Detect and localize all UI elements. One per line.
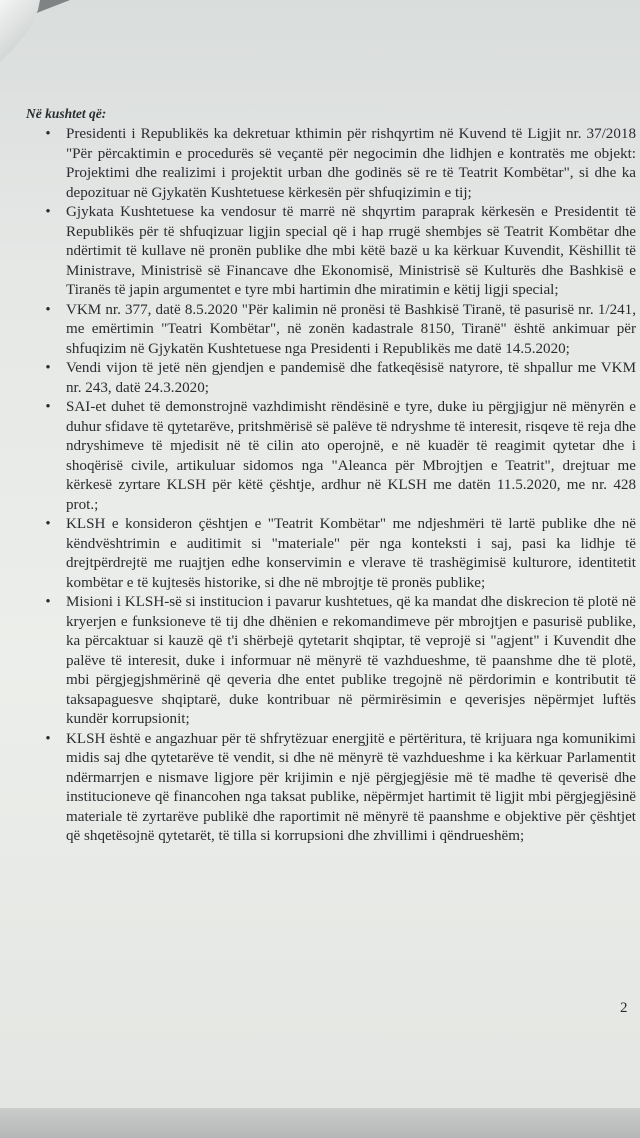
section-heading: Në kushtet që: [26,106,107,121]
bullet-icon: • [45,730,51,747]
list-item [26,359,636,398]
list-item [26,515,636,593]
list-item [26,203,636,301]
list-item-text: KLSH e konsideron çështjen e "Teatrit Kombëtar" me ndjeshmëri të lartë publike dhe në këndvështrimin e auditimit si "materiale" për nga konteksti i saj, pasi ka lidhje të drejtpërdrejtë me ruajtjen edhe konservimin e vlerave të trashëgimisë kulturore, identitetit kombëtar e të kujtesës historike, si dhe në mbrojtje të pronës publike; [66,516,636,591]
list-item-text: Misioni i KLSH-së si institucion i pavarur kushtetues, që ka mandat dhe diskrecion të plotë në kryerjen e funksioneve të tij dhe dhënien e rekomandimeve për mbrojtjen e pasurisë publike, ka përcaktuar si kauzë që t'i shërbejë qytetarit shqiptar, të veprojë si "agjent" i Kuvendit dhe palëve të interesit, duke i informuar në mënyrë të vazhdueshme, të paanshme dhe të plotë, mbi përgjegjshmërinë që qeveria dhe entet publike tregojnë në përdorimin e kontributit të taksapaguesve shqiptarë, duke kontribuar në përmirësimin e qeverisjes nëpërmjet luftës kundër korrupsionit; [66,594,636,727]
list-item [26,125,636,203]
list-item [26,593,636,730]
bullet-icon: • [45,204,51,220]
list-item [26,398,636,515]
page-bottom-edge [0,1108,640,1138]
bullet-icon: • [45,594,51,610]
page-number: 2 [620,1000,628,1016]
bullet-icon: • [45,399,51,415]
list-item [26,301,636,360]
document-body [26,105,636,847]
list-item-text: Vendi vijon të jetë nën gjendjen e pandemisë dhe fatkeqësisë natyrore, të shpallur me VKM nr. 243, datë 24.3.2020; [66,360,636,396]
bullet-icon: • [45,301,51,318]
list-item-text: Presidenti i Republikës ka dekretuar kthimin për rishqyrtim në Kuvend të Ligjit nr. 37/2018 "Për përcaktimin e procedurës së veçantë për negocimin dhe lidhjen e kontratës me objekt: Projektimi dhe realizimi i projektit urban dhe godinës së re të Teatrit Kombëtar", si dhe ka depozituar në Gjykatën Kushtetuese kërkesën për shfuqizimin e tij; [66,126,636,201]
list-item-text: Gjykata Kushtetuese ka vendosur të marrë në shqyrtim paraprak kërkesën e Presidentit të Republikës për të shfuqizuar ligjin special që i hap rrugë shembjes së Teatrit Kombëtar dhe ndërtimit të kullave në pronën publike dhe mbi këtë bazë u ka kërkuar Kuvendit, Këshillit të Ministrave, Ministrisë së Financave dhe Ekonomisë, Ministrisë së Kulturës dhe Bashkisë e Tiranës të japin argumentet e tyre mbi hartimin dhe miratimin e këtij ligji special; [66,204,636,298]
bullet-icon: • [45,516,51,532]
list-item [26,730,636,847]
list-item-text: VKM nr. 377, datë 8.5.2020 "Për kalimin në pronësi të Bashkisë Tiranë, të pasurisë nr. 1/241, me emërtimin "Teatri Kombëtar", në zonën kadastrale 8150, Tiranë" është ankimuar për shfuqizim në Gjykatën Kushtetuese nga Presidenti i Republikës me datë 14.5.2020; [66,301,636,357]
conditions-list [26,125,636,847]
list-item-text: SAI-et duhet të demonstrojnë vazhdimisht rëndësinë e tyre, duke iu përgjigjur në mënyrën e duhur sfidave të qytetarëve, pritshmërisë së palëve të ndryshme të interesit, risqeve të reja dhe ndryshimeve të mjedisit në të cilin ato operojnë, e në kuadër të reagimit qytetar dhe i shoqërisë civile, artikuluar sidomos nga "Aleanca për Mbrojtjen e Teatrit", drejtuar me kërkesë zyrtare KLSH për këtë çështje, ardhur në KLSH me datën 11.5.2020, me nr. 428 prot.; [66,399,636,513]
bullet-icon: • [45,126,51,142]
list-item-text: KLSH është e angazhuar për të shfrytëzuar energjitë e përtëritura, të krijuara nga komunikimi midis saj dhe qytetarëve të vendit, si dhe në mënyrë të vazhdueshme i ka kërkuar Parlamentit ndërmarrjen e nismave ligjore për krijimin e një përgjegjësie më të madhe të qeverisë dhe institucioneve që financohen nga taksat publike, nëpërmjet hartimit të ligjit mbi përgjegjësinë materiale të zyrtarëve publikë dhe raportimit në mënyrë të paanshme e objektive për çështjet që shqetësojnë qytetarët, të tilla si korrupsioni dhe zhvillimi i qëndrueshëm; [66,730,636,844]
bullet-icon: • [45,360,51,376]
